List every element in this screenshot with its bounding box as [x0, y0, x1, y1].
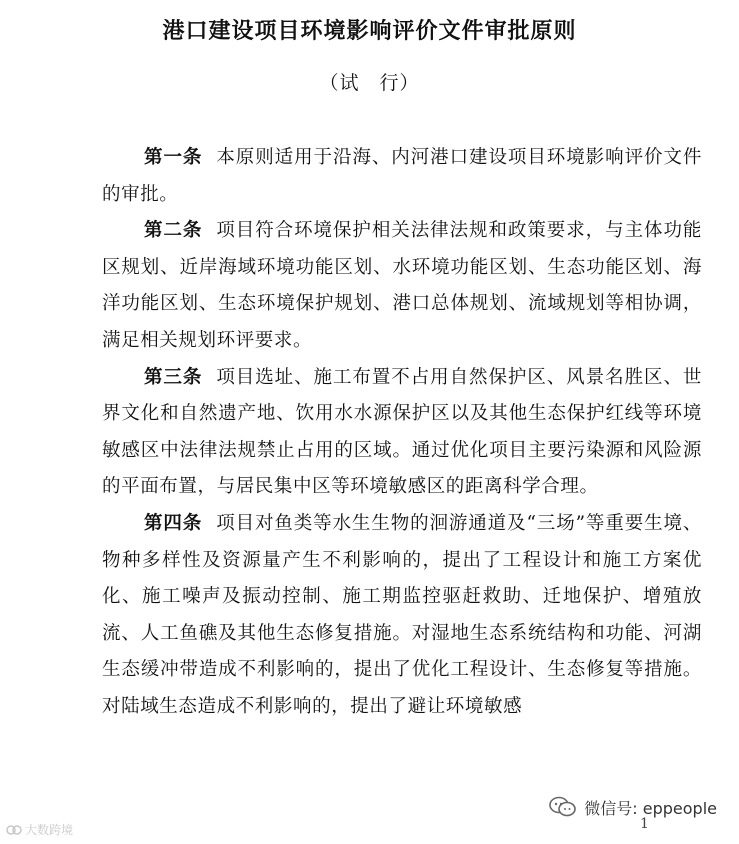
article-text: 项目符合环境保护相关法律法规和政策要求，与主体功能区规划、近岸海域环境功能区划、水环境功能区划、生态功能区划、海洋功能区划、生态环境保护规划、港口总体规划、流域规划等相协调，满足相关规划环评要求。: [102, 220, 702, 351]
document-body: [102, 140, 702, 726]
article-text: 项目对鱼类等水生生物的洄游通道及“三场”等重要生境、物种多样性及资源量产生不利影响的，提出了工程设计和施工方案优化、施工噪声及振动控制、施工期监控驱赶救助、迁地保护、增殖放流、人工鱼礁及其他生态修复措施。对湿地生态系统结构和功能、河湖生态缓冲带造成不利影响的，提出了优化工程设计、生态修复等措施。对陆域生态造成不利影响的，提出了避让环境敏感: [102, 512, 702, 717]
source-watermark-text: 大数跨境: [25, 823, 74, 837]
article-2: [102, 213, 702, 359]
wechat-id-text: 微信号: eppeople: [584, 798, 717, 818]
article-4: [102, 506, 702, 726]
document-title: 港口建设项目环境影响评价文件审批原则: [162, 19, 577, 44]
article-3: [102, 360, 702, 506]
document-subtitle: （试 行）: [319, 72, 420, 94]
source-watermark: [6, 821, 73, 838]
article-label: 第四条: [144, 512, 203, 534]
article-label: 第一条: [144, 147, 203, 168]
article-1: [102, 140, 702, 213]
article-label: 第二条: [144, 220, 203, 242]
article-text: 本原则适用于沿海、内河港口建设项目环境影响评价文件的审批。: [102, 147, 702, 205]
wechat-watermark: [548, 795, 717, 819]
brand-logo-icon: [6, 824, 22, 836]
wechat-icon: [548, 795, 578, 819]
article-label: 第三条: [144, 366, 203, 388]
page-number: 1: [640, 816, 649, 832]
article-text: 项目选址、施工布置不占用自然保护区、风景名胜区、世界文化和自然遗产地、饮用水水源保护区以及其他生态保护红线等环境敏感区中法律法规禁止占用的区域。通过优化项目主要污染源和风险源的平面布置，与居民集中区等环境敏感区的距离科学合理。: [102, 366, 702, 498]
